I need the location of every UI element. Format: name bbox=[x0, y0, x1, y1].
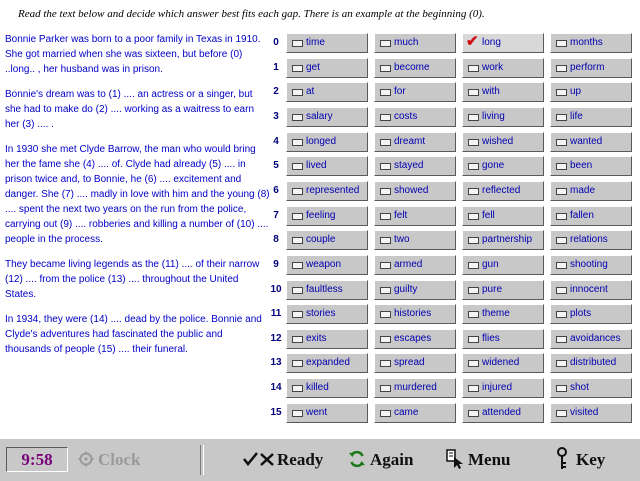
checkbox-icon bbox=[292, 237, 303, 244]
checkbox-icon bbox=[380, 385, 391, 392]
checkbox-icon bbox=[292, 114, 303, 121]
question-row bbox=[268, 280, 636, 300]
answer-option-label: couple bbox=[306, 234, 336, 246]
checkbox-icon bbox=[556, 311, 567, 318]
checkbox-icon bbox=[556, 360, 567, 367]
passage-paragraph: They became living legends as the (11) .... of their narrow (12) .... from the police (13) .... throughout the United States. bbox=[5, 259, 260, 300]
answer-option-button[interactable] bbox=[550, 132, 632, 152]
answer-option-label: relations bbox=[570, 234, 608, 246]
checkbox-icon bbox=[468, 89, 479, 96]
answer-option-button[interactable] bbox=[286, 353, 368, 373]
answer-option-label: murdered bbox=[394, 382, 437, 394]
answer-option-label: partnership bbox=[482, 234, 533, 246]
checkbox-icon bbox=[380, 40, 391, 47]
checkbox-icon bbox=[380, 213, 391, 220]
answer-option-button[interactable] bbox=[462, 329, 544, 349]
checkbox-icon bbox=[468, 114, 479, 121]
answer-option-button[interactable] bbox=[550, 329, 632, 349]
key-label: Key bbox=[576, 450, 606, 469]
answer-option-label: represented bbox=[306, 184, 360, 196]
answer-option-button[interactable] bbox=[462, 33, 544, 53]
question-number: 8 bbox=[273, 234, 279, 246]
answer-option-button[interactable] bbox=[286, 403, 368, 423]
answer-option-label: guilty bbox=[394, 283, 418, 295]
answer-option-button[interactable] bbox=[286, 181, 368, 201]
question-number: 15 bbox=[270, 406, 282, 418]
answer-option-button[interactable] bbox=[374, 403, 456, 423]
question-number: 5 bbox=[273, 160, 279, 172]
question-row bbox=[268, 230, 636, 250]
answer-option-button[interactable] bbox=[462, 378, 544, 398]
answer-option-button[interactable] bbox=[550, 107, 632, 127]
checkbox-icon bbox=[292, 40, 303, 47]
answer-option-button[interactable] bbox=[286, 280, 368, 300]
toolbar-divider bbox=[200, 445, 204, 475]
question-number: 10 bbox=[270, 283, 282, 295]
answer-option-label: salary bbox=[306, 110, 333, 122]
answer-option-button[interactable] bbox=[374, 58, 456, 78]
answer-option-label: costs bbox=[394, 110, 418, 122]
answer-option-label: felt bbox=[394, 209, 408, 221]
checkbox-icon bbox=[380, 89, 391, 96]
answer-option-label: distributed bbox=[570, 357, 617, 369]
answer-option-label: gun bbox=[482, 258, 499, 270]
checkbox-icon bbox=[292, 139, 303, 146]
checkmark-icon: ✔ bbox=[466, 33, 479, 50]
answer-option-label: life bbox=[570, 110, 583, 122]
checkbox-icon bbox=[292, 360, 303, 367]
menu-label: Menu bbox=[468, 450, 511, 469]
checkbox-icon bbox=[380, 311, 391, 318]
checkbox-icon bbox=[468, 163, 479, 170]
answer-option-button[interactable] bbox=[374, 33, 456, 53]
gear-clock-icon bbox=[78, 447, 94, 473]
answer-option-label: perform bbox=[570, 61, 605, 73]
question-row bbox=[268, 353, 636, 373]
clock-button[interactable] bbox=[78, 447, 141, 473]
checkbox-icon bbox=[380, 410, 391, 417]
answer-option-label: made bbox=[570, 184, 596, 196]
question-number: 1 bbox=[273, 61, 279, 73]
answer-option-button[interactable] bbox=[286, 132, 368, 152]
instructions: Read the text below and decide which answer best fits each gap. There is an example at the beginning (0). bbox=[18, 8, 485, 20]
question-number: 3 bbox=[273, 110, 279, 122]
answer-option-button[interactable] bbox=[550, 58, 632, 78]
answer-option-button[interactable] bbox=[462, 353, 544, 373]
checkbox-icon bbox=[292, 287, 303, 294]
answer-option-label: innocent bbox=[570, 283, 608, 295]
answer-option-label: avoidances bbox=[570, 332, 621, 344]
answer-option-label: time bbox=[306, 37, 325, 48]
checkbox-icon bbox=[556, 385, 567, 392]
answer-option-label: injured bbox=[482, 382, 513, 394]
answer-option-button[interactable] bbox=[550, 403, 632, 423]
answer-option-label: stayed bbox=[394, 160, 424, 172]
checkbox-icon bbox=[292, 410, 303, 417]
question-number: 4 bbox=[273, 135, 279, 147]
answer-option-button[interactable] bbox=[374, 82, 456, 102]
answer-option-button[interactable] bbox=[462, 132, 544, 152]
checkbox-icon bbox=[380, 262, 391, 269]
question-row bbox=[268, 132, 636, 152]
answer-option-label: wished bbox=[482, 135, 514, 147]
answer-option-button[interactable] bbox=[462, 304, 544, 324]
question-number: 12 bbox=[270, 332, 282, 344]
answer-option-label: plots bbox=[570, 308, 592, 320]
answer-option-label: gone bbox=[482, 160, 505, 172]
checkbox-icon bbox=[380, 336, 391, 343]
checkbox-icon bbox=[468, 410, 479, 417]
answer-option-button[interactable] bbox=[550, 378, 632, 398]
checkbox-icon bbox=[468, 385, 479, 392]
answer-option-button[interactable] bbox=[286, 82, 368, 102]
answer-option-label: flies bbox=[482, 332, 500, 344]
checkbox-icon bbox=[556, 163, 567, 170]
checkbox-icon bbox=[468, 139, 479, 146]
checkbox-icon bbox=[556, 40, 567, 47]
menu-pointer-icon bbox=[446, 447, 464, 473]
answer-option-label: dreamt bbox=[394, 135, 426, 147]
answer-option-label: theme bbox=[482, 308, 510, 320]
checkbox-icon bbox=[468, 188, 479, 195]
question-number: 11 bbox=[270, 308, 282, 320]
clock-label: Clock bbox=[98, 450, 141, 469]
checkbox-icon bbox=[468, 311, 479, 318]
checkbox-icon bbox=[556, 287, 567, 294]
answer-option-label: escapes bbox=[394, 332, 432, 344]
answer-option-button[interactable] bbox=[286, 304, 368, 324]
again-button[interactable] bbox=[348, 447, 413, 473]
answer-option-button[interactable] bbox=[550, 255, 632, 275]
answer-option-button[interactable] bbox=[462, 230, 544, 250]
bottom-toolbar bbox=[0, 438, 640, 481]
question-row bbox=[268, 255, 636, 275]
checkbox-icon bbox=[292, 336, 303, 343]
answer-option-button[interactable] bbox=[286, 230, 368, 250]
answer-option-label: lived bbox=[306, 160, 327, 172]
answer-option-button[interactable] bbox=[374, 132, 456, 152]
checkbox-icon bbox=[292, 262, 303, 269]
key-icon bbox=[556, 447, 568, 473]
answer-option-button[interactable] bbox=[462, 107, 544, 127]
checkbox-icon bbox=[380, 188, 391, 195]
passage-paragraph: Bonnie's dream was to (1) .... an actress or a singer, but she had to make do (2) .... working as a waitress to earn her (3) .... . bbox=[5, 89, 255, 130]
passage-paragraph: Bonnie Parker was born to a poor family in Texas in 1910. She got married when she was sixteen, but before (0) ..long.. , her husband was in prison. bbox=[5, 34, 261, 75]
answer-option-button[interactable] bbox=[462, 82, 544, 102]
checkbox-icon bbox=[380, 114, 391, 121]
answer-option-button[interactable] bbox=[462, 206, 544, 226]
question-row bbox=[268, 206, 636, 226]
answer-option-button[interactable] bbox=[550, 181, 632, 201]
answer-option-label: up bbox=[570, 86, 582, 98]
answer-option-label: long bbox=[482, 37, 501, 48]
answer-option-button[interactable] bbox=[286, 378, 368, 398]
answer-option-label: weapon bbox=[306, 258, 342, 270]
answer-option-label: been bbox=[570, 160, 593, 172]
checkbox-icon bbox=[468, 262, 479, 269]
answer-option-button[interactable] bbox=[462, 181, 544, 201]
question-number: 0 bbox=[273, 37, 279, 48]
answer-option-button[interactable] bbox=[462, 403, 544, 423]
answer-option-button[interactable] bbox=[550, 353, 632, 373]
ready-label: Ready bbox=[277, 450, 324, 469]
checkbox-icon bbox=[292, 188, 303, 195]
answer-option-label: feeling bbox=[306, 209, 336, 221]
again-label: Again bbox=[370, 450, 414, 469]
checkbox-icon bbox=[292, 311, 303, 318]
answer-option-button[interactable] bbox=[550, 206, 632, 226]
checkbox-icon bbox=[380, 65, 391, 72]
answer-option-label: for bbox=[394, 86, 406, 98]
answer-option-label: expanded bbox=[306, 357, 350, 369]
checkbox-icon bbox=[556, 262, 567, 269]
question-number: 6 bbox=[273, 184, 279, 196]
answer-option-label: living bbox=[482, 110, 505, 122]
answer-option-button[interactable] bbox=[374, 230, 456, 250]
refresh-icon bbox=[348, 447, 366, 473]
answer-option-button[interactable] bbox=[374, 181, 456, 201]
answer-option-label: went bbox=[306, 406, 328, 418]
checkbox-icon bbox=[292, 213, 303, 220]
checkbox-icon bbox=[292, 65, 303, 72]
answer-option-button[interactable] bbox=[550, 156, 632, 176]
answer-option-button[interactable] bbox=[550, 280, 632, 300]
answer-option-button[interactable] bbox=[462, 255, 544, 275]
checkbox-icon bbox=[468, 360, 479, 367]
question-row bbox=[268, 329, 636, 349]
answer-option-button[interactable] bbox=[286, 33, 368, 53]
checkbox-icon bbox=[292, 385, 303, 392]
question-row bbox=[268, 58, 636, 78]
answer-option-label: histories bbox=[394, 308, 432, 320]
answer-option-label: attended bbox=[482, 406, 521, 418]
checkbox-icon bbox=[556, 65, 567, 72]
answer-option-button[interactable] bbox=[550, 230, 632, 250]
answer-option-button[interactable] bbox=[374, 304, 456, 324]
checkbox-icon bbox=[380, 287, 391, 294]
passage-paragraph: In 1934, they were (14) .... dead by the police. Bonnie and Clyde's adventures had fascinated the public and thousands of people (15) .... their funeral. bbox=[5, 314, 262, 355]
question-number: 14 bbox=[270, 382, 282, 394]
question-row bbox=[268, 403, 636, 423]
answer-option-label: visited bbox=[570, 406, 599, 418]
check-cross-icon bbox=[242, 447, 276, 473]
question-number: 2 bbox=[273, 86, 279, 98]
checkbox-icon bbox=[380, 139, 391, 146]
answer-option-button[interactable] bbox=[462, 156, 544, 176]
answer-option-label: pure bbox=[482, 283, 503, 295]
answer-option-button[interactable] bbox=[286, 329, 368, 349]
answer-option-button[interactable] bbox=[286, 58, 368, 78]
answer-option-button[interactable] bbox=[462, 58, 544, 78]
checkbox-icon bbox=[468, 287, 479, 294]
answer-option-button[interactable] bbox=[550, 33, 632, 53]
answer-option-label: fell bbox=[482, 209, 495, 221]
answer-option-label: at bbox=[306, 86, 315, 98]
checkbox-icon bbox=[556, 237, 567, 244]
answer-option-label: killed bbox=[306, 382, 329, 394]
answer-option-button[interactable] bbox=[374, 255, 456, 275]
answer-option-button[interactable] bbox=[374, 378, 456, 398]
answer-option-label: much bbox=[394, 37, 419, 48]
timer-display: 9:58 bbox=[6, 447, 68, 472]
checkbox-icon bbox=[292, 163, 303, 170]
question-row bbox=[268, 378, 636, 398]
answer-option-label: wanted bbox=[570, 135, 603, 147]
answer-option-label: spread bbox=[394, 357, 425, 369]
checkbox-icon bbox=[556, 89, 567, 96]
answer-option-label: two bbox=[394, 234, 410, 246]
question-row bbox=[268, 82, 636, 102]
checkbox-icon bbox=[468, 65, 479, 72]
question-row bbox=[268, 107, 636, 127]
answer-option-label: months bbox=[570, 37, 603, 48]
question-row bbox=[268, 304, 636, 324]
answer-option-button[interactable] bbox=[286, 107, 368, 127]
answer-option-label: become bbox=[394, 61, 430, 73]
answer-option-button[interactable] bbox=[374, 206, 456, 226]
key-button[interactable] bbox=[556, 447, 605, 473]
answer-option-label: longed bbox=[306, 135, 337, 147]
answer-option-button[interactable] bbox=[286, 156, 368, 176]
answer-option-label: showed bbox=[394, 184, 429, 196]
answer-option-button[interactable] bbox=[286, 206, 368, 226]
answer-option-button[interactable] bbox=[286, 255, 368, 275]
answer-option-label: exits bbox=[306, 332, 327, 344]
answer-option-label: reflected bbox=[482, 184, 521, 196]
checkbox-icon bbox=[380, 360, 391, 367]
checkbox-icon bbox=[468, 237, 479, 244]
question-row bbox=[268, 181, 636, 201]
checkbox-icon bbox=[292, 89, 303, 96]
answer-option-button[interactable] bbox=[462, 280, 544, 300]
answer-option-button[interactable] bbox=[374, 280, 456, 300]
question-number: 7 bbox=[273, 209, 279, 221]
answer-option-label: with bbox=[482, 86, 500, 98]
answer-option-button[interactable] bbox=[374, 156, 456, 176]
question-number: 9 bbox=[273, 258, 279, 270]
question-row bbox=[268, 33, 636, 53]
checkbox-icon bbox=[556, 410, 567, 417]
menu-button[interactable] bbox=[446, 447, 511, 473]
answer-option-label: fallen bbox=[570, 209, 594, 221]
checkbox-icon bbox=[556, 139, 567, 146]
answer-option-label: faultless bbox=[306, 283, 343, 295]
checkbox-icon bbox=[556, 336, 567, 343]
checkbox-icon bbox=[556, 213, 567, 220]
answer-option-button[interactable] bbox=[550, 82, 632, 102]
answer-option-label: stories bbox=[306, 308, 336, 320]
answer-option-label: shooting bbox=[570, 258, 608, 270]
checkbox-icon bbox=[556, 114, 567, 121]
question-number: 13 bbox=[270, 357, 282, 369]
checkbox-icon bbox=[468, 213, 479, 220]
answer-option-button[interactable] bbox=[550, 304, 632, 324]
checkbox-icon bbox=[556, 188, 567, 195]
answer-option-button[interactable] bbox=[374, 353, 456, 373]
ready-button[interactable] bbox=[242, 447, 323, 473]
answer-option-label: shot bbox=[570, 382, 589, 394]
passage-text bbox=[5, 32, 271, 367]
checkbox-icon bbox=[380, 163, 391, 170]
answer-option-button[interactable] bbox=[374, 329, 456, 349]
answer-option-button[interactable] bbox=[374, 107, 456, 127]
question-row bbox=[268, 156, 636, 176]
answer-option-label: widened bbox=[482, 357, 520, 369]
answer-option-label: armed bbox=[394, 258, 423, 270]
checkbox-icon bbox=[380, 237, 391, 244]
checkbox-icon bbox=[468, 336, 479, 343]
answer-option-label: get bbox=[306, 61, 320, 73]
passage-paragraph: In 1930 she met Clyde Barrow, the man who would bring her the fame she (4) .... of. Clyde had already (5) .... in prison twice and, to Bonnie, he (6) .... excitement and danger. She (7) .... madly in love with him and the young (8) .... spent the next two years on the run from the police, carrying out (9) .... robberies and killing a number of (10) .... people in the process. bbox=[5, 144, 270, 245]
answer-option-label: came bbox=[394, 406, 419, 418]
answer-option-label: work bbox=[482, 61, 504, 73]
